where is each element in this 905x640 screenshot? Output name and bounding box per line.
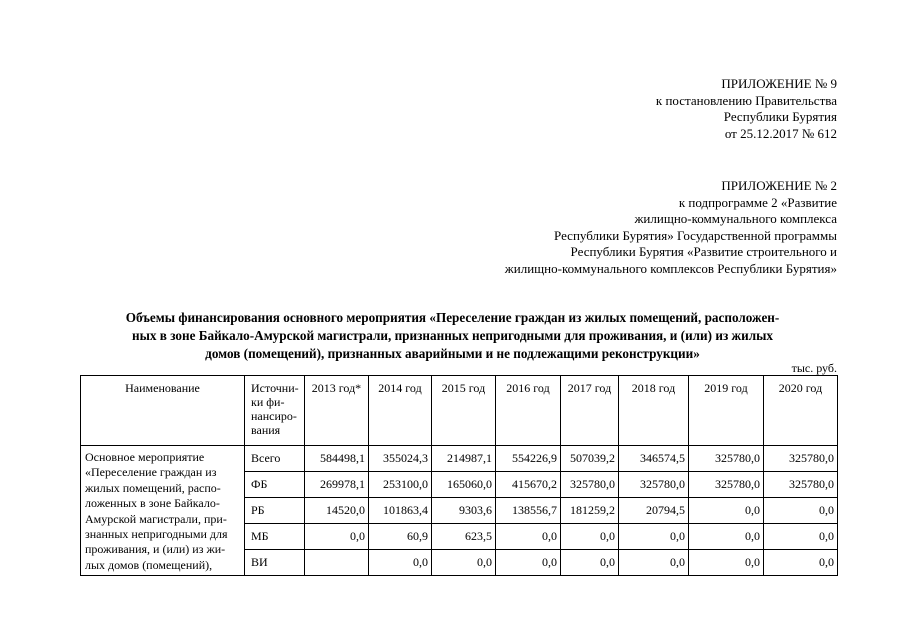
value-cell: 623,5	[432, 524, 496, 550]
document-title	[70, 309, 835, 363]
annex-sub-line: к подпрограмме 2 «Развитие	[678, 194, 837, 210]
value-cell: 0,0	[764, 550, 838, 576]
value-cell: 0,0	[305, 524, 369, 550]
value-cell	[305, 550, 369, 576]
annex-sub-line: жилищно-коммунального комплексов Республики Бурятия»	[504, 260, 837, 276]
source-cell: РБ	[245, 498, 305, 524]
header-year: 2018 год	[619, 376, 689, 446]
value-cell: 0,0	[689, 524, 764, 550]
source-cell: Всего	[245, 446, 305, 472]
value-cell: 507039,2	[561, 446, 619, 472]
source-cell: ВИ	[245, 550, 305, 576]
value-cell: 325780,0	[764, 472, 838, 498]
table-row	[81, 446, 838, 472]
value-cell: 355024,3	[369, 446, 432, 472]
value-cell: 14520,0	[305, 498, 369, 524]
header-year: 2014 год	[369, 376, 432, 446]
header-source-text: Источни- ки фи- нансиро- вания	[251, 381, 299, 437]
value-cell: 0,0	[619, 524, 689, 550]
header-source	[245, 376, 305, 446]
value-cell: 0,0	[369, 550, 432, 576]
annex-sub-line: жилищно-коммунального комплекса	[634, 211, 837, 226]
value-cell: 0,0	[496, 550, 561, 576]
value-cell: 253100,0	[369, 472, 432, 498]
title-line: ных в зоне Байкало-Амурской магистрали, признанных непригодными для проживания, и (или) из жилых	[132, 328, 773, 343]
header-year: 2019 год	[689, 376, 764, 446]
annex-sub-line: ПРИЛОЖЕНИЕ № 2	[721, 178, 837, 193]
value-cell: 20794,5	[619, 498, 689, 524]
value-cell: 101863,4	[369, 498, 432, 524]
value-cell: 0,0	[432, 550, 496, 576]
annex-main-line: от 25.12.2017 № 612	[724, 125, 837, 141]
value-cell: 0,0	[561, 524, 619, 550]
annex-sub-line: Республики Бурятия «Развитие строительного и	[570, 244, 837, 259]
value-cell: 0,0	[764, 524, 838, 550]
value-cell: 60,9	[369, 524, 432, 550]
value-cell: 181259,2	[561, 498, 619, 524]
title-line: Объемы финансирования основного мероприятия «Переселение граждан из жилых помещений, расположен-	[125, 310, 780, 325]
value-cell: 325780,0	[689, 472, 764, 498]
value-cell: 0,0	[689, 550, 764, 576]
units-label: тыс. руб.	[791, 361, 837, 375]
value-cell: 0,0	[561, 550, 619, 576]
value-cell: 165060,0	[432, 472, 496, 498]
header-year: 2017 год	[561, 376, 619, 446]
value-cell: 0,0	[764, 498, 838, 524]
header-year: 2015 год	[432, 376, 496, 446]
value-cell: 325780,0	[561, 472, 619, 498]
annex-sub-block	[505, 178, 837, 277]
financing-table	[80, 375, 838, 576]
table-header-row	[81, 376, 838, 446]
value-cell: 554226,9	[496, 446, 561, 472]
value-cell: 269978,1	[305, 472, 369, 498]
header-year: 2016 год	[496, 376, 561, 446]
value-cell: 325780,0	[764, 446, 838, 472]
annex-main-block	[656, 76, 837, 142]
value-cell: 9303,6	[432, 498, 496, 524]
annex-main-line: ПРИЛОЖЕНИЕ № 9	[721, 76, 837, 91]
annex-main-line: Республики Бурятия	[723, 109, 837, 124]
source-cell: МБ	[245, 524, 305, 550]
value-cell: 415670,2	[496, 472, 561, 498]
value-cell: 0,0	[619, 550, 689, 576]
value-cell: 138556,7	[496, 498, 561, 524]
value-cell: 346574,5	[619, 446, 689, 472]
value-cell: 325780,0	[619, 472, 689, 498]
header-year: 2013 год*	[305, 376, 369, 446]
annex-main-line: к постановлению Правительства	[655, 92, 837, 108]
value-cell: 584498,1	[305, 446, 369, 472]
value-cell: 214987,1	[432, 446, 496, 472]
header-year: 2020 год	[764, 376, 838, 446]
source-cell: ФБ	[245, 472, 305, 498]
value-cell: 0,0	[689, 498, 764, 524]
header-name: Наименование	[81, 376, 245, 446]
value-cell: 325780,0	[689, 446, 764, 472]
item-name-cell: Основное мероприятие «Переселение граждан из жилых помещений, распо-ложенных в зоне Байкало-Амурской магистрали, при-знанных непригодными для проживания, и (или) из жи-лых домов (помещений),	[81, 446, 245, 576]
title-line: домов (помещений), признанных аварийными и не подлежащими реконструкции»	[205, 346, 700, 361]
annex-sub-line: Республики Бурятия» Государственной программы	[554, 227, 837, 243]
value-cell: 0,0	[496, 524, 561, 550]
